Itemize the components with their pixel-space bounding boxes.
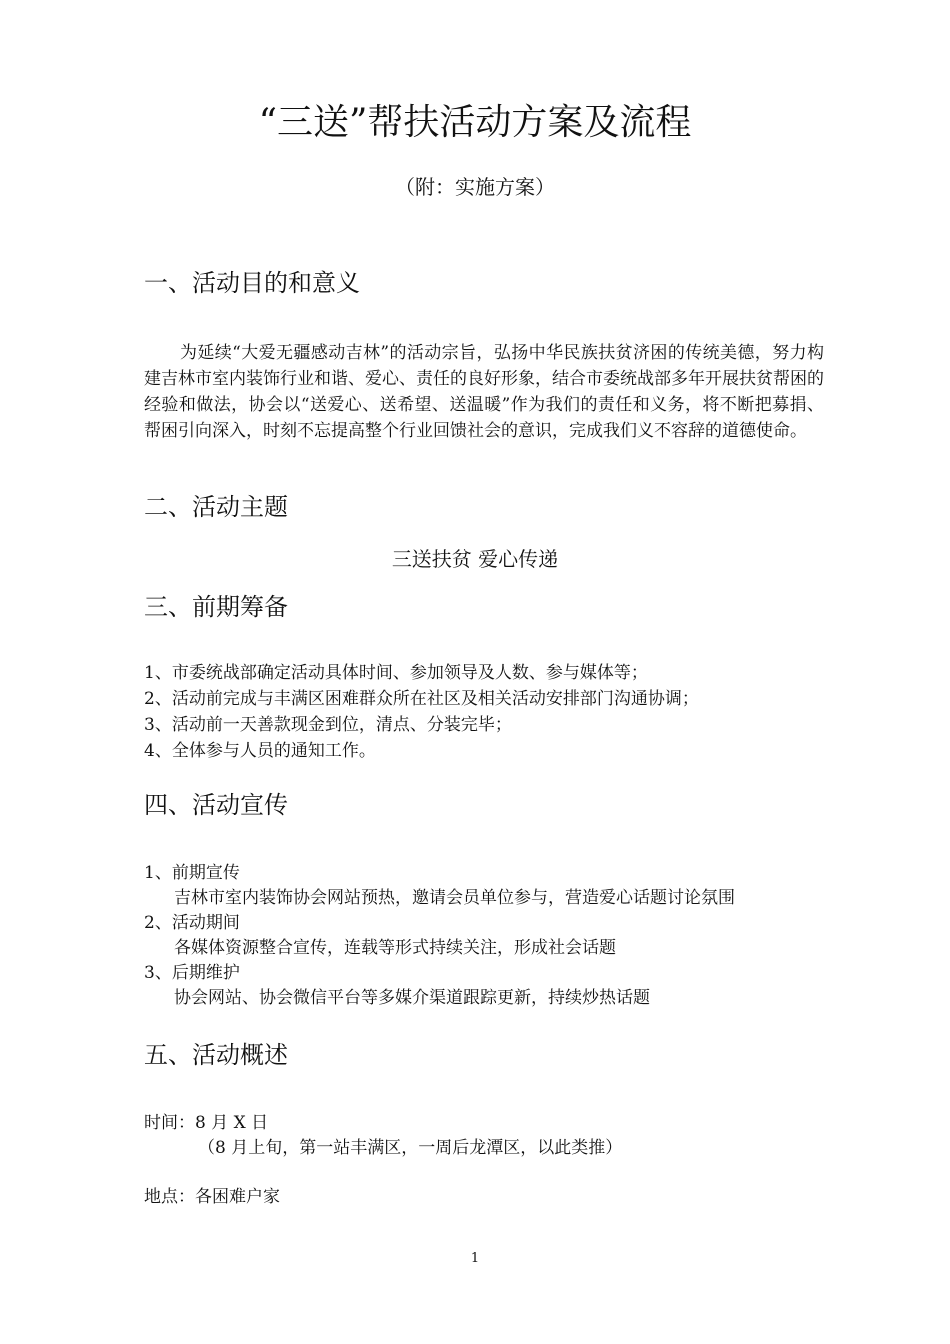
activity-place: 地点：各困难户家 bbox=[144, 1187, 280, 1207]
activity-theme: 三送扶贫 爱心传递 bbox=[391, 547, 559, 571]
promo-item-2-detail: 各媒体资源整合宣传，连载等形式持续关注，形成社会话题 bbox=[174, 938, 616, 958]
promo-item-2-label: 2、活动期间 bbox=[144, 913, 240, 933]
section-4-heading: 四、活动宣传 bbox=[144, 791, 288, 819]
promo-item-3-detail: 协会网站、协会微信平台等多媒介渠道跟踪更新，持续炒热话题 bbox=[174, 988, 650, 1008]
prep-item-1: 1、市委统战部确定活动具体时间、参加领导及人数、参与媒体等； bbox=[144, 663, 648, 683]
page-number: 1 bbox=[470, 1251, 480, 1266]
promo-item-3-label: 3、后期维护 bbox=[144, 963, 240, 983]
promo-item-1-detail: 吉林市室内装饰协会网站预热，邀请会员单位参与，营造爱心话题讨论氛围 bbox=[174, 888, 735, 908]
prep-item-2: 2、活动前完成与丰满区困难群众所在社区及相关活动安排部门沟通协调； bbox=[144, 689, 699, 709]
prep-item-3: 3、活动前一天善款现金到位，清点、分装完毕； bbox=[144, 715, 512, 735]
activity-time-note: （8 月上旬，第一站丰满区，一周后龙潭区，以此类推） bbox=[198, 1138, 623, 1158]
promo-item-1-label: 1、前期宣传 bbox=[144, 863, 240, 883]
section-3-heading: 三、前期筹备 bbox=[144, 593, 288, 621]
section-1-heading: 一、活动目的和意义 bbox=[144, 269, 360, 297]
document-title: “三送”帮扶活动方案及流程 bbox=[258, 102, 692, 143]
document-subtitle: （附：实施方案） bbox=[395, 175, 555, 199]
section-5-heading: 五、活动概述 bbox=[144, 1041, 288, 1069]
section-2-heading: 二、活动主题 bbox=[144, 493, 288, 521]
activity-time: 时间：8 月 X 日 bbox=[144, 1113, 269, 1133]
section-1-paragraph: 为延续“大爱无疆感动吉林”的活动宗旨，弘扬中华民族扶贫济困的传统美德，努力构建吉林市室内装饰行业和谐、爱心、责任的良好形象，结合市委统战部多年开展扶贫帮困的经验和做法，协会以“送爱心、送希望、送温暖”作为我们的责任和义务，将不断把募捐、帮困引向深入，时刻不忘提高整个行业回馈社会的意识，完成我们义不容辞的道德使命。 bbox=[144, 343, 824, 441]
prep-item-4: 4、全体参与人员的通知工作。 bbox=[144, 741, 376, 761]
